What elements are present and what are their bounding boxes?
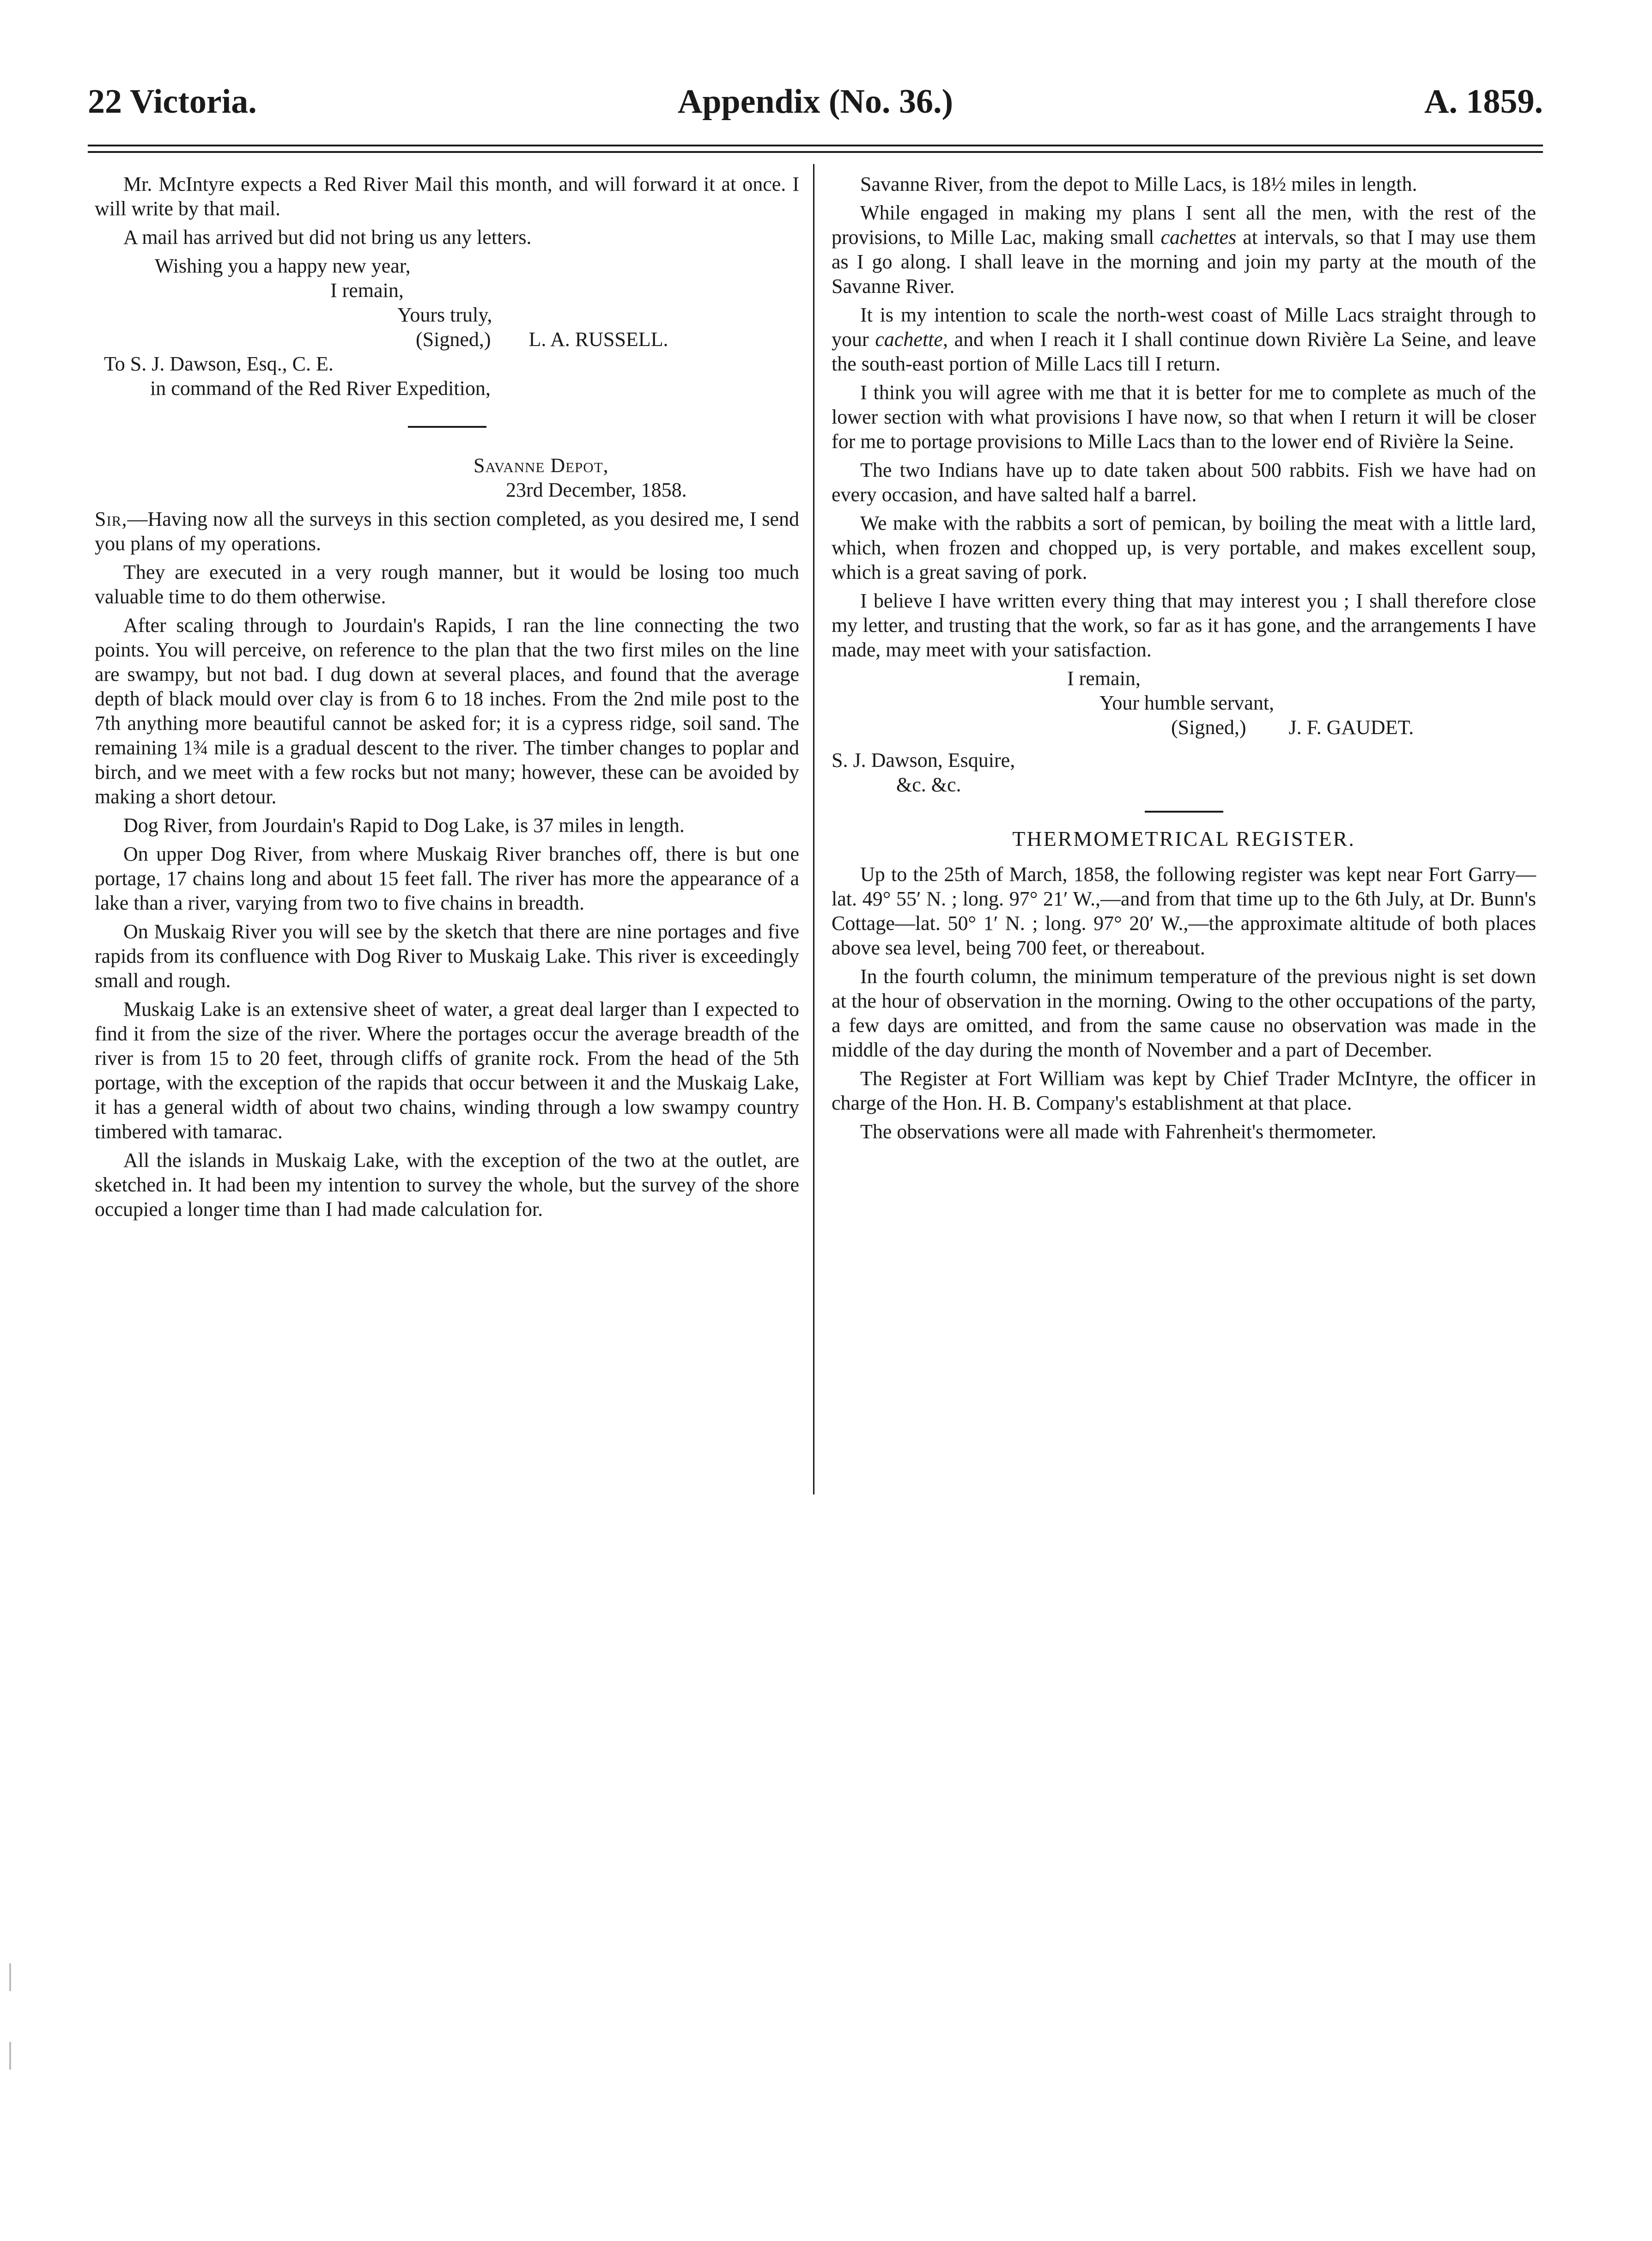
right-column — [832, 172, 1536, 1148]
closing-line: I remain, — [330, 279, 404, 302]
italic-term: cachettes — [1160, 226, 1237, 249]
paragraph: I think you will agree with me that it is better for me to complete as much of the lower section with what provisions I have now, so that when I return it will be closer for me to portage provisions to Mille Lacs than to the lower end of Rivière la Seine. — [832, 381, 1536, 453]
section-rule — [1145, 811, 1223, 813]
signature-line — [832, 715, 1536, 740]
paragraph — [832, 200, 1536, 298]
header-year: A. 1859. — [1424, 83, 1543, 121]
section-heading: THERMOMETRICAL REGISTER. — [1012, 827, 1355, 850]
signer-name: L. A. RUSSELL. — [528, 328, 668, 351]
paragraph-text: —Having now all the surveys in this section completed, as you desired me, I send you plans of my operations. — [95, 508, 799, 555]
closing-line: Wishing you a happy new year, — [155, 255, 411, 277]
left-column — [95, 172, 799, 1226]
signed-label: (Signed,) — [1171, 716, 1246, 739]
paragraph — [95, 507, 799, 556]
paragraph: On upper Dog River, from where Muskaig River branches off, there is but one portage, 17 chains long and about 15 feet fall. The river has more the appearance of a lake than a river, varying from two to five chains in breadth. — [95, 843, 799, 914]
salutation: Sir, — [95, 508, 128, 530]
paragraph: We make with the rabbits a sort of pemican, by boiling the meat with a little lard, which, when frozen and chopped up, is very portable, and makes excellent soup, which is a great saving of pork. — [832, 512, 1536, 583]
paragraph: All the islands in Muskaig Lake, with the exception of the two at the outlet, are sketched in. It had been my intention to survey the whole, but the survey of the shore occupied a longer time than I had made calculation for. — [95, 1149, 799, 1221]
paragraph: The Register at Fort William was kept by Chief Trader McIntyre, the officer in charge of the Hon. H. B. Company's establishment at that place. — [832, 1067, 1536, 1114]
paragraph: In the fourth column, the minimum temperature of the previous night is set down at the hour of observation in the morning. Owing to the other occupations of the party, a few days are omitted, and from the same cause no observation was made in the middle of the day during the month of November and a part of December. — [832, 965, 1536, 1061]
header-session: 22 Victoria. — [88, 83, 257, 121]
paragraph-text: It is my intention to scale the north-west coast of Mille Lacs straight through to your — [832, 304, 1536, 351]
addressee-line: S. J. Dawson, Esquire, — [832, 749, 1015, 771]
paragraph: Up to the 25th of March, 1858, the following register was kept near Fort Garry—lat. 49° 55′ N. ; long. 97° 21′ W.,—and from that time up to the 6th July, at Dr. Bunn's Cottage—lat. 50° 1′ N. ; long. 97° 20′ W.,—the approximate altitude of both places above sea level, being 700 feet, or thereabout. — [832, 863, 1536, 959]
letter-date: 23rd December, 1858. — [506, 479, 687, 501]
signed-label: (Signed,) — [416, 328, 491, 351]
paragraph-text: at intervals, so that I may use them as I go along. I shall leave in the morning and join my party at the mouth of the Savanne River. — [832, 226, 1537, 298]
paragraph: On Muskaig River you will see by the sketch that there are nine portages and five rapids from its confluence with Dog River to Muskaig Lake. This river is exceedingly small and rough. — [95, 920, 799, 992]
running-header — [88, 76, 1543, 127]
addressee-line: To S. J. Dawson, Esq., C. E. — [104, 352, 334, 375]
paragraph: The observations were all made with Fahrenheit's thermometer. — [860, 1120, 1377, 1143]
paragraph: Muskaig Lake is an extensive sheet of water, a great deal larger than I expected to find it from the size of the river. Where the portages occur the average breadth of the river is from 15 to 20 feet, through cliffs of granite rock. From the head of the 5th portage, with the exception of the rapids that occur between it and the Muskaig Lake, it has a general width of about two chains, winding through a low swampy country timbered with tamarac. — [95, 998, 799, 1143]
section-rule — [408, 426, 486, 428]
paragraph: Mr. McIntyre expects a Red River Mail this month, and will forward it at once. I will write by that mail. — [95, 173, 799, 220]
closing-line: Your humble servant, — [1099, 692, 1275, 714]
paragraph — [832, 303, 1536, 376]
signature-line — [95, 327, 799, 352]
header-rule-top — [88, 145, 1543, 146]
paragraph: Savanne River, from the depot to Mille Lacs, is 18½ miles in length. — [860, 173, 1417, 195]
paragraph-text: , and when I reach it I shall continue down Rivière La Seine, and leave the south-east portion of Mille Lacs till I return. — [832, 328, 1536, 375]
paragraph-text: While engaged in making my plans I sent all the men, with the rest of the provisions, to Mille Lac, making small — [832, 201, 1536, 249]
header-appendix: Appendix (No. 36.) — [677, 83, 954, 121]
addressee-line: in command of the Red River Expedition, — [150, 377, 491, 400]
paragraph: A mail has arrived but did not bring us any letters. — [123, 226, 532, 249]
scan-mark — [9, 1963, 11, 1991]
paragraph: They are executed in a very rough manner, but it would be losing too much valuable time to do them otherwise. — [95, 561, 799, 608]
signer-name: J. F. GAUDET. — [1288, 716, 1414, 739]
header-rule-bottom — [88, 151, 1543, 153]
addressee-line: &c. &c. — [896, 773, 961, 796]
closing-line: I remain, — [1067, 667, 1141, 690]
column-divider — [813, 164, 814, 1494]
paragraph: After scaling through to Jourdain's Rapids, I ran the line connecting the two points. You will perceive, on reference to the plan that the two first miles on the line are swampy, but not bad. I dug down at several places, and found that the average depth of black mould over clay is from 6 to 18 inches. From the 2nd mile post to the 7th anything more beautiful cannot be asked for; it is a cypress ridge, soil sand. The remaining 1¾ mile is a gradual descent to the river. The timber changes to poplar and birch, and we meet with a few rocks but not many; however, these can be avoided by making a short detour. — [95, 614, 799, 808]
paragraph: Dog River, from Jourdain's Rapid to Dog Lake, is 37 miles in length. — [123, 814, 685, 837]
paragraph: The two Indians have up to date taken about 500 rabbits. Fish we have had on every occasion, and have salted half a barrel. — [832, 459, 1536, 506]
paragraph: I believe I have written every thing that may interest you ; I shall therefore close my letter, and trusting that the work, so far as it has gone, and the arrangements I have made, may meet with your satisfaction. — [832, 589, 1536, 661]
closing-line: Yours truly, — [397, 304, 492, 326]
letter-place: Savanne Depot, — [474, 454, 609, 477]
scan-mark — [9, 2042, 11, 2070]
italic-term: cachette — [875, 328, 943, 351]
